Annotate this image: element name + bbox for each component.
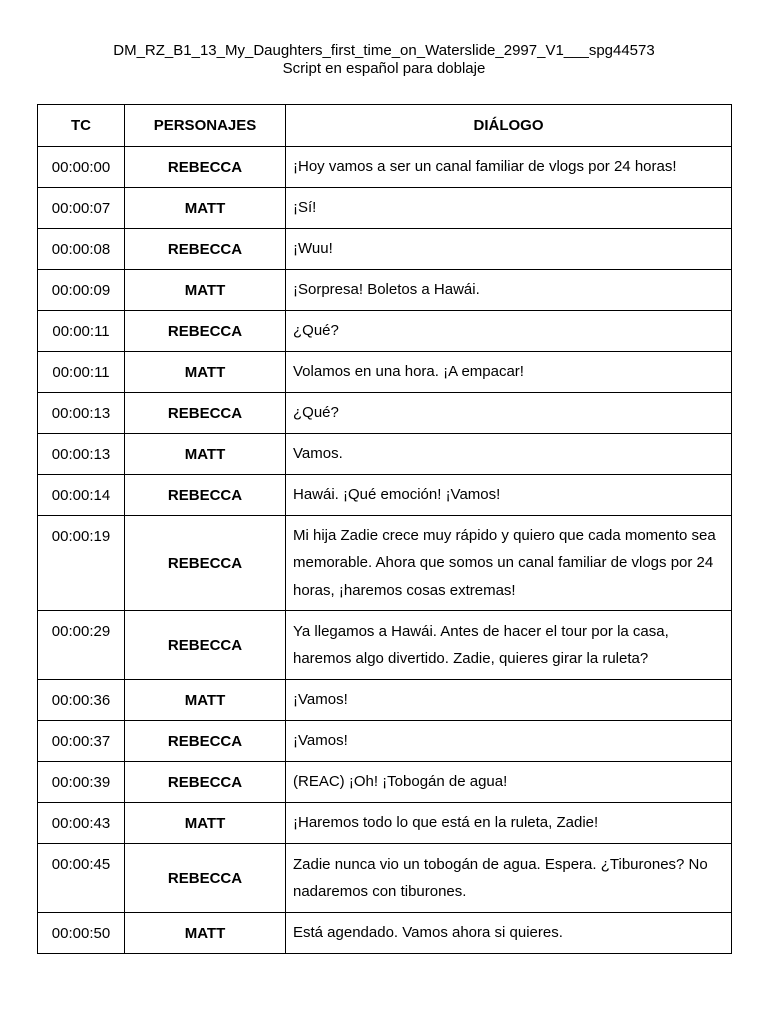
table-row [38, 680, 732, 721]
character-cell: MATT [125, 913, 286, 954]
timecode-cell: 00:00:36 [38, 680, 125, 721]
table-row [38, 516, 732, 611]
dialogue-cell: Mi hija Zadie crece muy rápido y quiero que cada momento sea memorable. Ahora que somos un canal familiar de vlogs por 24 horas, ¡haremos cosas extremas! [286, 516, 732, 611]
character-cell: REBECCA [125, 721, 286, 762]
document-header [0, 42, 768, 78]
timecode-cell: 00:00:50 [38, 913, 125, 954]
table-row [38, 311, 732, 352]
table-row [38, 188, 732, 229]
timecode-cell: 00:00:00 [38, 147, 125, 188]
timecode-cell: 00:00:09 [38, 270, 125, 311]
timecode-cell: 00:00:45 [38, 844, 125, 913]
timecode-cell: 00:00:14 [38, 475, 125, 516]
dialogue-cell: ¡Wuu! [286, 229, 732, 270]
table-row [38, 721, 732, 762]
character-cell: MATT [125, 803, 286, 844]
dialogue-cell: Volamos en una hora. ¡A empacar! [286, 352, 732, 393]
table-row [38, 352, 732, 393]
timecode-cell: 00:00:11 [38, 352, 125, 393]
column-header-dialogue: DIÁLOGO [286, 105, 732, 147]
character-cell: MATT [125, 680, 286, 721]
character-cell: REBECCA [125, 611, 286, 680]
character-cell: REBECCA [125, 229, 286, 270]
dialogue-cell: ¡Haremos todo lo que está en la ruleta, Zadie! [286, 803, 732, 844]
character-cell: MATT [125, 270, 286, 311]
table-row [38, 913, 732, 954]
character-cell: MATT [125, 352, 286, 393]
character-cell: MATT [125, 434, 286, 475]
document-title: DM_RZ_B1_13_My_Daughters_first_time_on_Waterslide_2997_V1___spg44573 [113, 42, 655, 59]
table-row [38, 270, 732, 311]
script-table [37, 104, 732, 954]
timecode-cell: 00:00:19 [38, 516, 125, 611]
character-cell: REBECCA [125, 475, 286, 516]
dialogue-cell: Está agendado. Vamos ahora si quieres. [286, 913, 732, 954]
dialogue-cell: ¡Sí! [286, 188, 732, 229]
table-header-row [38, 105, 732, 147]
dialogue-cell: ¡Sorpresa! Boletos a Hawái. [286, 270, 732, 311]
dialogue-cell: ¡Hoy vamos a ser un canal familiar de vlogs por 24 horas! [286, 147, 732, 188]
table-row [38, 803, 732, 844]
table-row [38, 393, 732, 434]
timecode-cell: 00:00:43 [38, 803, 125, 844]
timecode-cell: 00:00:13 [38, 434, 125, 475]
character-cell: REBECCA [125, 516, 286, 611]
table-row [38, 762, 732, 803]
timecode-cell: 00:00:11 [38, 311, 125, 352]
timecode-cell: 00:00:39 [38, 762, 125, 803]
dialogue-cell: ¿Qué? [286, 311, 732, 352]
character-cell: REBECCA [125, 311, 286, 352]
table-row [38, 475, 732, 516]
table-row [38, 229, 732, 270]
dialogue-cell: ¿Qué? [286, 393, 732, 434]
timecode-cell: 00:00:08 [38, 229, 125, 270]
table-row [38, 844, 732, 913]
character-cell: REBECCA [125, 762, 286, 803]
dialogue-cell: ¡Vamos! [286, 721, 732, 762]
character-cell: REBECCA [125, 844, 286, 913]
dialogue-cell: Zadie nunca vio un tobogán de agua. Espera. ¿Tiburones? No nadaremos con tiburones. [286, 844, 732, 913]
character-cell: REBECCA [125, 393, 286, 434]
dialogue-cell: (REAC) ¡Oh! ¡Tobogán de agua! [286, 762, 732, 803]
character-cell: REBECCA [125, 147, 286, 188]
timecode-cell: 00:00:37 [38, 721, 125, 762]
column-header-characters: PERSONAJES [125, 105, 286, 147]
table-row [38, 147, 732, 188]
dialogue-cell: ¡Vamos! [286, 680, 732, 721]
dialogue-cell: Vamos. [286, 434, 732, 475]
column-header-tc: TC [38, 105, 125, 147]
table-row [38, 434, 732, 475]
timecode-cell: 00:00:13 [38, 393, 125, 434]
dialogue-cell: Hawái. ¡Qué emoción! ¡Vamos! [286, 475, 732, 516]
timecode-cell: 00:00:07 [38, 188, 125, 229]
character-cell: MATT [125, 188, 286, 229]
table-row [38, 611, 732, 680]
dialogue-cell: Ya llegamos a Hawái. Antes de hacer el tour por la casa, haremos algo divertido. Zadie, quieres girar la ruleta? [286, 611, 732, 680]
document-subtitle: Script en español para doblaje [282, 60, 486, 77]
timecode-cell: 00:00:29 [38, 611, 125, 680]
